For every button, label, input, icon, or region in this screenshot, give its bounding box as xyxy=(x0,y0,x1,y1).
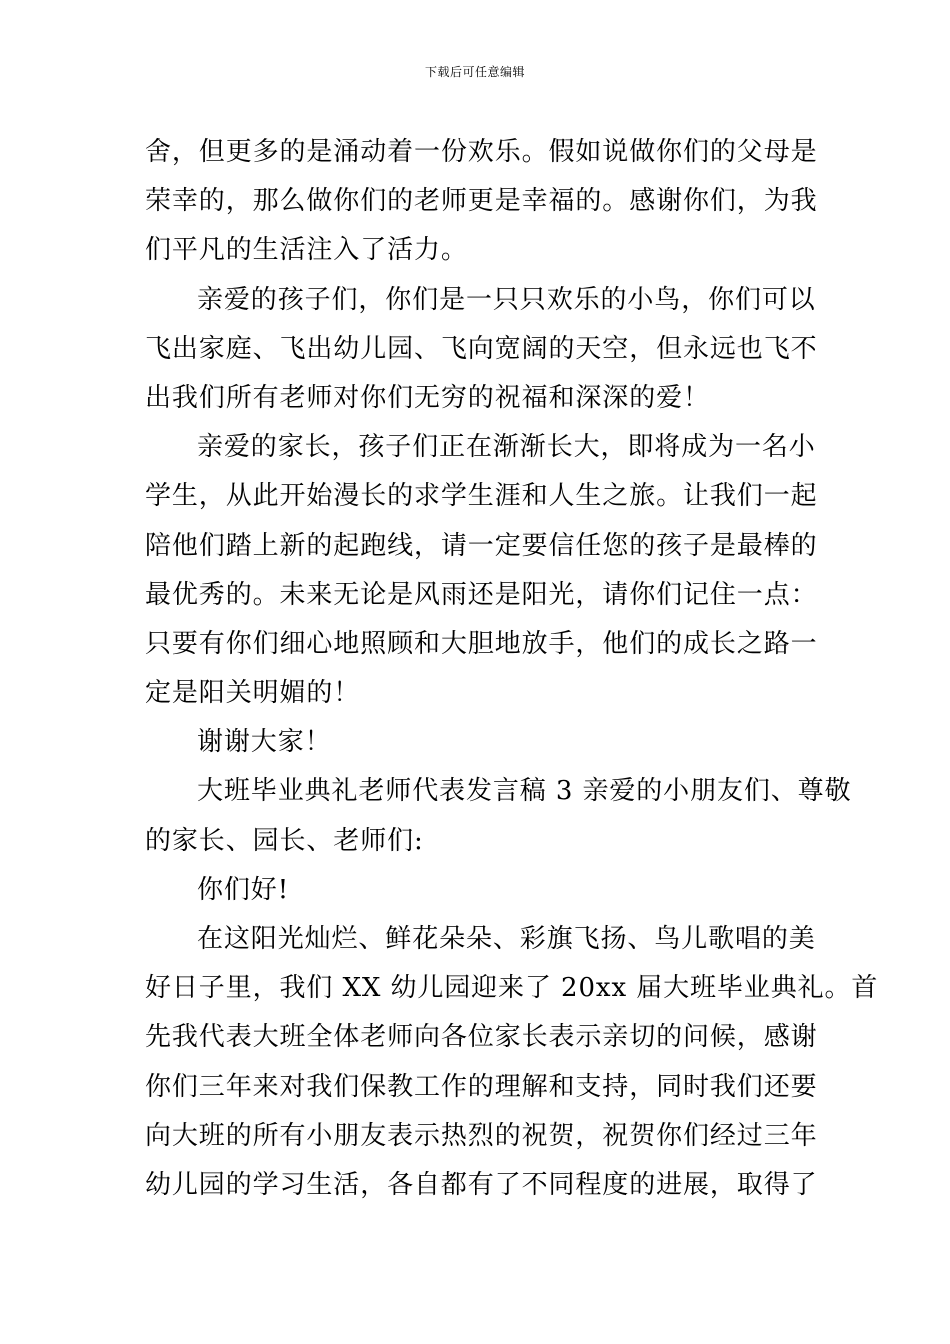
text-line: 学生，从此开始漫长的求学生涯和人生之旅。让我们一起 xyxy=(145,481,818,512)
text-line: 向大班的所有小朋友表示热烈的祝贺，祝贺你们经过三年 xyxy=(145,1120,818,1151)
page-header: 下载后可任意编辑 xyxy=(424,65,525,79)
text-line: 先我代表大班全体老师向各位家长表示亲切的问候，感谢 xyxy=(145,1022,818,1053)
text-line: 陪他们踏上新的起跑线，请一定要信任您的孩子是最棒的 xyxy=(145,530,818,561)
text-line: 最优秀的。未来无论是风雨还是阳光，请你们记住一点： xyxy=(145,579,818,610)
text-line: 你们好! xyxy=(197,874,290,905)
text-line: 亲爱的家长，孩子们正在渐渐长大，即将成为一名小 xyxy=(197,432,816,463)
text-line: 的家长、园长、老师们: xyxy=(145,825,424,856)
document-body xyxy=(145,128,879,1210)
text-line: 定是阳关明媚的！ xyxy=(145,678,361,709)
text-line: 荣幸的，那么做你们的老师更是幸福的。感谢你们，为我 xyxy=(145,186,818,217)
text-line: 飞出家庭、飞出幼儿园、飞向宽阔的天空，但永远也飞不 xyxy=(145,333,818,364)
text-line: 出我们所有老师对你们无穷的祝福和深深的爱！ xyxy=(145,382,710,413)
text-line: 你们三年来对我们保教工作的理解和支持，同时我们还要 xyxy=(145,1071,818,1102)
text-line: 幼儿园的学习生活，各自都有了不同程度的进展，取得了 xyxy=(145,1169,818,1200)
text-line: 亲爱的孩子们，你们是一只只欢乐的小鸟，你们可以 xyxy=(197,284,816,315)
text-line: 在这阳光灿烂、鲜花朵朵、彩旗飞扬、鸟儿歌唱的美 xyxy=(197,924,816,954)
text-line: 只要有你们细心地照顾和大胆地放手，他们的成长之路一 xyxy=(145,628,818,659)
text-line: 谢谢大家！ xyxy=(197,727,332,758)
text-line: 们平凡的生活注入了活力。 xyxy=(145,235,468,266)
text-line: 大班毕业典礼老师代表发言稿 3 亲爱的小朋友们、尊敬 xyxy=(197,776,852,807)
text-line: 好日子里，我们 XX 幼儿园迎来了 20xx 届大班毕业典礼。首 xyxy=(145,973,879,1004)
text-line: 舍，但更多的是涌动着一份欢乐。假如说做你们的父母是 xyxy=(145,137,818,167)
